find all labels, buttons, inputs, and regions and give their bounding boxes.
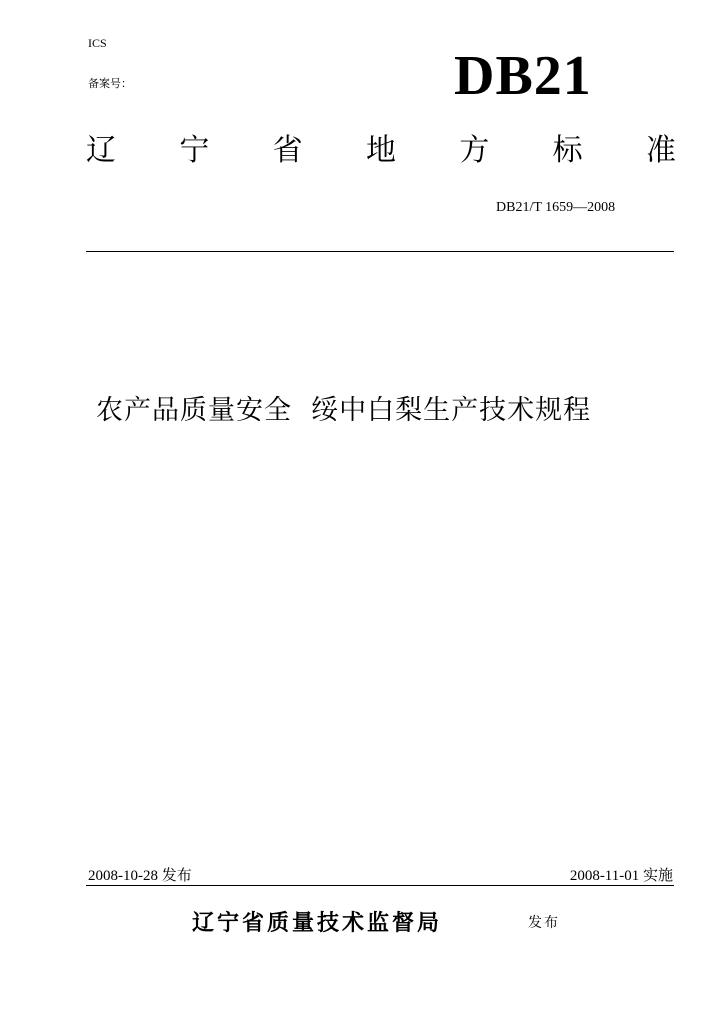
standard-type-char: 省 [272,133,303,168]
standard-type-char: 地 [365,133,396,168]
top-divider [86,251,674,252]
issue-suffix: 发布 [528,915,560,931]
standard-type-char: 方 [459,133,490,168]
issue-date: 2008-10-28 发布 [88,868,192,884]
standard-type-char: 标 [552,133,583,168]
standard-type-char: 宁 [179,133,210,168]
ics-label: ICS [88,36,107,50]
standard-type-char: 准 [645,133,676,168]
issuing-authority: 辽宁省质量技术监督局 [192,910,443,936]
bottom-divider [86,885,674,886]
standard-type-char: 辽 [86,133,116,168]
implementation-date: 2008-11-01 实施 [569,868,673,884]
standard-number: DB21/T 1659—2008 [496,200,616,215]
document-title: 农产品质量安全 绥中白梨生产技术规程 [96,395,592,426]
standard-code-logo: DB21 [454,45,592,107]
record-number-label: 备案号： [88,77,132,90]
standard-type-heading [86,133,676,168]
